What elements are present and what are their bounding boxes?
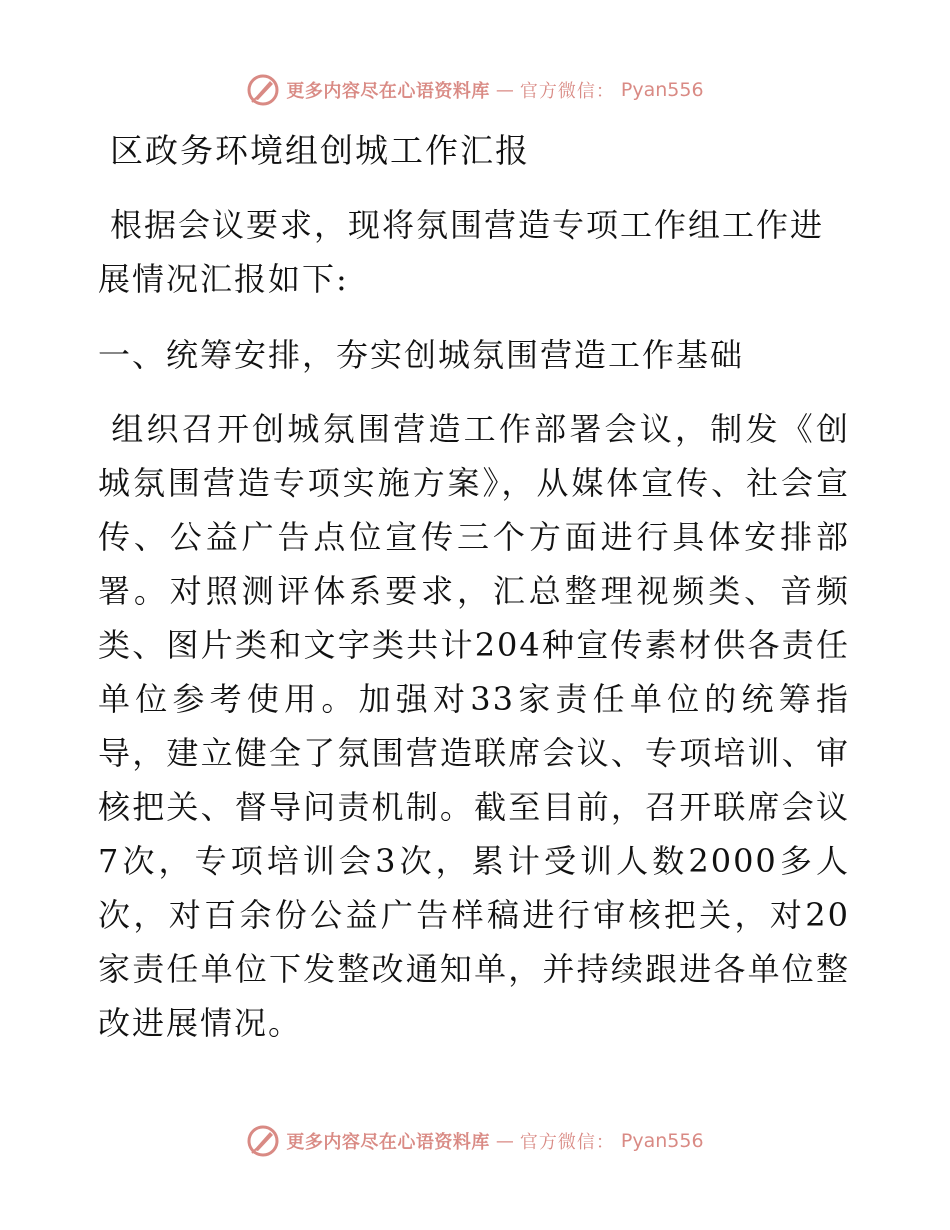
watermark-main-text: 更多内容尽在心语资料库: [286, 81, 490, 102]
header-watermark: [0, 70, 950, 110]
watermark-sub-text: 官方微信：: [519, 1132, 615, 1153]
watermark-separator: —: [495, 1130, 514, 1152]
intro-paragraph: [98, 198, 848, 306]
watermark-account: Pyan556: [620, 1130, 704, 1152]
intro-text: 根据会议要求，现将氛围营造专项工作组工作进展情况汇报如下:: [98, 206, 825, 298]
footer-watermark: [0, 1121, 950, 1161]
feather-pen-seal-icon: [246, 1124, 280, 1158]
watermark-separator: —: [495, 79, 514, 101]
watermark-main-text: 更多内容尽在心语资料库: [286, 1132, 490, 1153]
section-1-heading: 一、统筹安排，夯实创城氛围营造工作基础: [98, 336, 745, 374]
watermark-sub-text: 官方微信：: [519, 81, 615, 102]
feather-pen-seal-icon: [246, 73, 280, 107]
section-1-body: [98, 402, 850, 1050]
watermark-account: Pyan556: [620, 79, 704, 101]
document-title: 区政务环境组创城工作汇报: [110, 131, 530, 170]
section-1-body-text: 组织召开创城氛围营造工作部署会议，制发《创城氛围营造专项实施方案》，从媒体宣传、社会宣传、公益广告点位宣传三个方面进行具体安排部署。对照测评体系要求，汇总整理视频类、音频类、图片类和文字类共计204种宣传素材供各责任单位参考使用。加强对33家责任单位的统筹指导，建立健全了氛围营造联席会议、专项培训、审核把关、督导问责机制。截至目前，召开联席会议7次，专项培训会3次，累计受训人数2000多人次，对百余份公益广告样稿进行审核把关，对20家责任单位下发整改通知单，并持续跟进各单位整改进展情况。: [98, 410, 850, 1042]
